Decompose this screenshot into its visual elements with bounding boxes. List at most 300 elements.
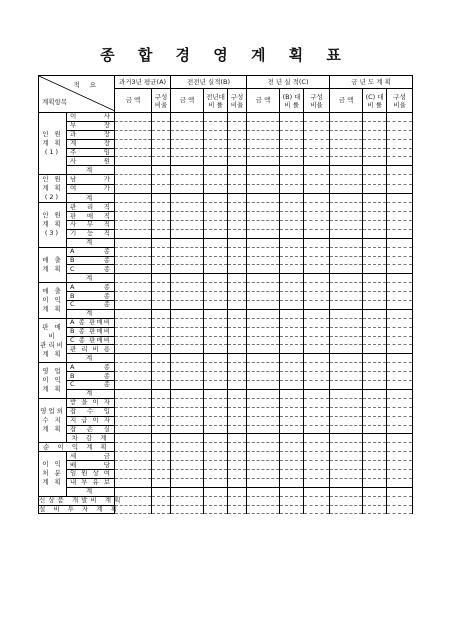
value-cell[interactable]: [363, 327, 387, 336]
value-cell[interactable]: [387, 354, 413, 363]
value-cell[interactable]: [247, 157, 280, 166]
value-cell[interactable]: [387, 113, 413, 122]
value-cell[interactable]: [115, 184, 152, 193]
value-cell[interactable]: [330, 256, 363, 265]
value-cell[interactable]: [247, 256, 280, 265]
value-cell[interactable]: [330, 505, 363, 514]
value-cell[interactable]: [280, 130, 304, 139]
value-cell[interactable]: [363, 166, 387, 175]
value-cell[interactable]: [115, 443, 152, 452]
value-cell[interactable]: [171, 166, 204, 175]
value-cell[interactable]: [280, 469, 304, 478]
value-cell[interactable]: [304, 139, 330, 148]
value-cell[interactable]: [171, 221, 204, 230]
value-cell[interactable]: [280, 354, 304, 363]
value-cell[interactable]: [387, 372, 413, 381]
value-cell[interactable]: [330, 372, 363, 381]
value-cell[interactable]: [171, 139, 204, 148]
value-cell[interactable]: [115, 193, 152, 202]
value-cell[interactable]: [280, 292, 304, 301]
value-cell[interactable]: [330, 130, 363, 139]
value-cell[interactable]: [330, 452, 363, 461]
value-cell[interactable]: [115, 221, 152, 230]
value-cell[interactable]: [363, 175, 387, 184]
value-cell[interactable]: [330, 354, 363, 363]
value-cell[interactable]: [304, 461, 330, 470]
value-cell[interactable]: [228, 238, 247, 247]
value-cell[interactable]: [304, 345, 330, 354]
value-cell[interactable]: [363, 452, 387, 461]
value-cell[interactable]: [152, 398, 171, 407]
value-cell[interactable]: [280, 505, 304, 514]
value-cell[interactable]: [204, 469, 228, 478]
value-cell[interactable]: [363, 229, 387, 238]
value-cell[interactable]: [171, 496, 204, 505]
value-cell[interactable]: [152, 166, 171, 175]
value-cell[interactable]: [152, 363, 171, 372]
value-cell[interactable]: [304, 148, 330, 157]
value-cell[interactable]: [171, 398, 204, 407]
value-cell[interactable]: [228, 381, 247, 390]
value-cell[interactable]: [204, 336, 228, 345]
value-cell[interactable]: [228, 301, 247, 310]
value-cell[interactable]: [152, 389, 171, 398]
value-cell[interactable]: [247, 452, 280, 461]
value-cell[interactable]: [363, 336, 387, 345]
value-cell[interactable]: [247, 175, 280, 184]
value-cell[interactable]: [363, 309, 387, 318]
value-cell[interactable]: [247, 434, 280, 443]
value-cell[interactable]: [171, 175, 204, 184]
value-cell[interactable]: [171, 113, 204, 122]
value-cell[interactable]: [152, 416, 171, 425]
value-cell[interactable]: [115, 148, 152, 157]
value-cell[interactable]: [204, 416, 228, 425]
value-cell[interactable]: [280, 221, 304, 230]
value-cell[interactable]: [304, 247, 330, 256]
value-cell[interactable]: [304, 407, 330, 416]
value-cell[interactable]: [152, 193, 171, 202]
value-cell[interactable]: [228, 309, 247, 318]
value-cell[interactable]: [115, 381, 152, 390]
value-cell[interactable]: [204, 354, 228, 363]
value-cell[interactable]: [171, 416, 204, 425]
value-cell[interactable]: [387, 265, 413, 274]
value-cell[interactable]: [387, 274, 413, 283]
value-cell[interactable]: [152, 336, 171, 345]
value-cell[interactable]: [280, 175, 304, 184]
value-cell[interactable]: [387, 452, 413, 461]
value-cell[interactable]: [115, 434, 152, 443]
value-cell[interactable]: [387, 336, 413, 345]
value-cell[interactable]: [363, 363, 387, 372]
value-cell[interactable]: [363, 130, 387, 139]
value-cell[interactable]: [280, 256, 304, 265]
value-cell[interactable]: [304, 229, 330, 238]
value-cell[interactable]: [228, 461, 247, 470]
value-cell[interactable]: [330, 407, 363, 416]
value-cell[interactable]: [204, 256, 228, 265]
value-cell[interactable]: [247, 407, 280, 416]
value-cell[interactable]: [152, 265, 171, 274]
value-cell[interactable]: [204, 292, 228, 301]
value-cell[interactable]: [363, 203, 387, 212]
value-cell[interactable]: [171, 238, 204, 247]
value-cell[interactable]: [204, 301, 228, 310]
value-cell[interactable]: [304, 283, 330, 292]
value-cell[interactable]: [247, 148, 280, 157]
value-cell[interactable]: [330, 265, 363, 274]
value-cell[interactable]: [152, 274, 171, 283]
value-cell[interactable]: [330, 496, 363, 505]
value-cell[interactable]: [171, 505, 204, 514]
value-cell[interactable]: [115, 452, 152, 461]
value-cell[interactable]: [152, 238, 171, 247]
value-cell[interactable]: [247, 425, 280, 434]
value-cell[interactable]: [204, 121, 228, 130]
value-cell[interactable]: [330, 283, 363, 292]
value-cell[interactable]: [330, 398, 363, 407]
value-cell[interactable]: [247, 265, 280, 274]
value-cell[interactable]: [171, 443, 204, 452]
value-cell[interactable]: [363, 157, 387, 166]
value-cell[interactable]: [152, 496, 171, 505]
value-cell[interactable]: [204, 166, 228, 175]
value-cell[interactable]: [363, 469, 387, 478]
value-cell[interactable]: [247, 398, 280, 407]
value-cell[interactable]: [115, 461, 152, 470]
value-cell[interactable]: [204, 265, 228, 274]
value-cell[interactable]: [204, 203, 228, 212]
value-cell[interactable]: [228, 354, 247, 363]
value-cell[interactable]: [304, 478, 330, 487]
value-cell[interactable]: [387, 478, 413, 487]
value-cell[interactable]: [171, 256, 204, 265]
value-cell[interactable]: [330, 345, 363, 354]
value-cell[interactable]: [228, 443, 247, 452]
value-cell[interactable]: [228, 505, 247, 514]
value-cell[interactable]: [304, 130, 330, 139]
value-cell[interactable]: [304, 425, 330, 434]
value-cell[interactable]: [304, 336, 330, 345]
value-cell[interactable]: [152, 327, 171, 336]
value-cell[interactable]: [171, 157, 204, 166]
value-cell[interactable]: [228, 363, 247, 372]
value-cell[interactable]: [387, 345, 413, 354]
value-cell[interactable]: [330, 443, 363, 452]
value-cell[interactable]: [247, 292, 280, 301]
value-cell[interactable]: [115, 203, 152, 212]
value-cell[interactable]: [387, 496, 413, 505]
value-cell[interactable]: [280, 166, 304, 175]
value-cell[interactable]: [228, 318, 247, 327]
value-cell[interactable]: [330, 309, 363, 318]
value-cell[interactable]: [330, 184, 363, 193]
value-cell[interactable]: [115, 292, 152, 301]
value-cell[interactable]: [304, 175, 330, 184]
value-cell[interactable]: [204, 407, 228, 416]
value-cell[interactable]: [247, 193, 280, 202]
value-cell[interactable]: [204, 175, 228, 184]
value-cell[interactable]: [280, 487, 304, 496]
value-cell[interactable]: [363, 184, 387, 193]
value-cell[interactable]: [228, 478, 247, 487]
value-cell[interactable]: [247, 309, 280, 318]
value-cell[interactable]: [280, 461, 304, 470]
value-cell[interactable]: [228, 425, 247, 434]
value-cell[interactable]: [363, 113, 387, 122]
value-cell[interactable]: [171, 292, 204, 301]
value-cell[interactable]: [363, 381, 387, 390]
value-cell[interactable]: [171, 389, 204, 398]
value-cell[interactable]: [304, 398, 330, 407]
value-cell[interactable]: [247, 203, 280, 212]
value-cell[interactable]: [304, 309, 330, 318]
value-cell[interactable]: [363, 212, 387, 221]
value-cell[interactable]: [152, 452, 171, 461]
value-cell[interactable]: [152, 425, 171, 434]
value-cell[interactable]: [330, 274, 363, 283]
value-cell[interactable]: [115, 363, 152, 372]
value-cell[interactable]: [330, 478, 363, 487]
value-cell[interactable]: [204, 309, 228, 318]
value-cell[interactable]: [152, 354, 171, 363]
value-cell[interactable]: [363, 345, 387, 354]
value-cell[interactable]: [204, 148, 228, 157]
value-cell[interactable]: [247, 381, 280, 390]
value-cell[interactable]: [280, 478, 304, 487]
value-cell[interactable]: [247, 461, 280, 470]
value-cell[interactable]: [152, 461, 171, 470]
value-cell[interactable]: [152, 130, 171, 139]
value-cell[interactable]: [152, 175, 171, 184]
value-cell[interactable]: [204, 247, 228, 256]
value-cell[interactable]: [228, 221, 247, 230]
value-cell[interactable]: [247, 113, 280, 122]
value-cell[interactable]: [247, 318, 280, 327]
value-cell[interactable]: [304, 416, 330, 425]
value-cell[interactable]: [387, 139, 413, 148]
value-cell[interactable]: [363, 496, 387, 505]
value-cell[interactable]: [171, 318, 204, 327]
value-cell[interactable]: [228, 292, 247, 301]
value-cell[interactable]: [115, 345, 152, 354]
value-cell[interactable]: [280, 336, 304, 345]
value-cell[interactable]: [204, 487, 228, 496]
value-cell[interactable]: [171, 469, 204, 478]
value-cell[interactable]: [204, 443, 228, 452]
value-cell[interactable]: [204, 425, 228, 434]
value-cell[interactable]: [115, 487, 152, 496]
value-cell[interactable]: [204, 505, 228, 514]
value-cell[interactable]: [387, 416, 413, 425]
value-cell[interactable]: [171, 407, 204, 416]
value-cell[interactable]: [152, 443, 171, 452]
value-cell[interactable]: [363, 372, 387, 381]
value-cell[interactable]: [228, 407, 247, 416]
value-cell[interactable]: [171, 229, 204, 238]
value-cell[interactable]: [152, 157, 171, 166]
value-cell[interactable]: [171, 478, 204, 487]
value-cell[interactable]: [304, 318, 330, 327]
value-cell[interactable]: [330, 416, 363, 425]
value-cell[interactable]: [115, 256, 152, 265]
value-cell[interactable]: [228, 398, 247, 407]
value-cell[interactable]: [115, 139, 152, 148]
value-cell[interactable]: [152, 505, 171, 514]
value-cell[interactable]: [204, 478, 228, 487]
value-cell[interactable]: [280, 247, 304, 256]
value-cell[interactable]: [330, 121, 363, 130]
value-cell[interactable]: [387, 487, 413, 496]
value-cell[interactable]: [228, 212, 247, 221]
value-cell[interactable]: [228, 229, 247, 238]
value-cell[interactable]: [115, 238, 152, 247]
value-cell[interactable]: [247, 212, 280, 221]
value-cell[interactable]: [280, 327, 304, 336]
value-cell[interactable]: [152, 283, 171, 292]
value-cell[interactable]: [280, 496, 304, 505]
value-cell[interactable]: [304, 157, 330, 166]
value-cell[interactable]: [247, 336, 280, 345]
value-cell[interactable]: [330, 292, 363, 301]
value-cell[interactable]: [304, 184, 330, 193]
value-cell[interactable]: [247, 443, 280, 452]
value-cell[interactable]: [204, 372, 228, 381]
value-cell[interactable]: [228, 148, 247, 157]
value-cell[interactable]: [228, 389, 247, 398]
value-cell[interactable]: [304, 452, 330, 461]
value-cell[interactable]: [152, 221, 171, 230]
value-cell[interactable]: [247, 139, 280, 148]
value-cell[interactable]: [152, 434, 171, 443]
value-cell[interactable]: [152, 301, 171, 310]
value-cell[interactable]: [204, 363, 228, 372]
value-cell[interactable]: [152, 148, 171, 157]
value-cell[interactable]: [330, 301, 363, 310]
value-cell[interactable]: [247, 121, 280, 130]
value-cell[interactable]: [152, 381, 171, 390]
value-cell[interactable]: [228, 157, 247, 166]
value-cell[interactable]: [171, 130, 204, 139]
value-cell[interactable]: [363, 354, 387, 363]
value-cell[interactable]: [304, 166, 330, 175]
value-cell[interactable]: [171, 452, 204, 461]
value-cell[interactable]: [363, 193, 387, 202]
value-cell[interactable]: [115, 354, 152, 363]
value-cell[interactable]: [228, 434, 247, 443]
value-cell[interactable]: [247, 166, 280, 175]
value-cell[interactable]: [280, 283, 304, 292]
value-cell[interactable]: [228, 121, 247, 130]
value-cell[interactable]: [363, 478, 387, 487]
value-cell[interactable]: [330, 247, 363, 256]
value-cell[interactable]: [115, 166, 152, 175]
value-cell[interactable]: [115, 416, 152, 425]
value-cell[interactable]: [330, 113, 363, 122]
value-cell[interactable]: [204, 327, 228, 336]
value-cell[interactable]: [387, 381, 413, 390]
value-cell[interactable]: [363, 425, 387, 434]
value-cell[interactable]: [228, 139, 247, 148]
value-cell[interactable]: [204, 389, 228, 398]
value-cell[interactable]: [204, 496, 228, 505]
value-cell[interactable]: [387, 505, 413, 514]
value-cell[interactable]: [115, 283, 152, 292]
value-cell[interactable]: [280, 425, 304, 434]
value-cell[interactable]: [330, 318, 363, 327]
value-cell[interactable]: [387, 434, 413, 443]
value-cell[interactable]: [280, 309, 304, 318]
value-cell[interactable]: [304, 327, 330, 336]
value-cell[interactable]: [387, 389, 413, 398]
value-cell[interactable]: [330, 193, 363, 202]
value-cell[interactable]: [247, 496, 280, 505]
value-cell[interactable]: [387, 157, 413, 166]
value-cell[interactable]: [247, 416, 280, 425]
value-cell[interactable]: [115, 389, 152, 398]
value-cell[interactable]: [204, 229, 228, 238]
value-cell[interactable]: [247, 327, 280, 336]
value-cell[interactable]: [280, 229, 304, 238]
value-cell[interactable]: [247, 363, 280, 372]
value-cell[interactable]: [280, 398, 304, 407]
value-cell[interactable]: [363, 407, 387, 416]
value-cell[interactable]: [115, 301, 152, 310]
value-cell[interactable]: [330, 434, 363, 443]
value-cell[interactable]: [330, 363, 363, 372]
value-cell[interactable]: [171, 425, 204, 434]
value-cell[interactable]: [115, 327, 152, 336]
value-cell[interactable]: [115, 265, 152, 274]
value-cell[interactable]: [330, 148, 363, 157]
value-cell[interactable]: [280, 381, 304, 390]
value-cell[interactable]: [280, 203, 304, 212]
value-cell[interactable]: [247, 372, 280, 381]
value-cell[interactable]: [228, 345, 247, 354]
value-cell[interactable]: [363, 221, 387, 230]
value-cell[interactable]: [304, 203, 330, 212]
value-cell[interactable]: [171, 327, 204, 336]
value-cell[interactable]: [171, 434, 204, 443]
value-cell[interactable]: [280, 372, 304, 381]
value-cell[interactable]: [304, 265, 330, 274]
value-cell[interactable]: [304, 389, 330, 398]
value-cell[interactable]: [363, 389, 387, 398]
value-cell[interactable]: [228, 203, 247, 212]
value-cell[interactable]: [228, 130, 247, 139]
value-cell[interactable]: [387, 407, 413, 416]
value-cell[interactable]: [387, 221, 413, 230]
value-cell[interactable]: [228, 487, 247, 496]
value-cell[interactable]: [228, 256, 247, 265]
value-cell[interactable]: [304, 238, 330, 247]
value-cell[interactable]: [387, 166, 413, 175]
value-cell[interactable]: [247, 238, 280, 247]
value-cell[interactable]: [152, 203, 171, 212]
value-cell[interactable]: [247, 301, 280, 310]
value-cell[interactable]: [363, 283, 387, 292]
value-cell[interactable]: [363, 487, 387, 496]
value-cell[interactable]: [228, 166, 247, 175]
value-cell[interactable]: [228, 416, 247, 425]
value-cell[interactable]: [387, 425, 413, 434]
value-cell[interactable]: [247, 229, 280, 238]
value-cell[interactable]: [171, 354, 204, 363]
value-cell[interactable]: [204, 345, 228, 354]
value-cell[interactable]: [304, 301, 330, 310]
value-cell[interactable]: [228, 469, 247, 478]
